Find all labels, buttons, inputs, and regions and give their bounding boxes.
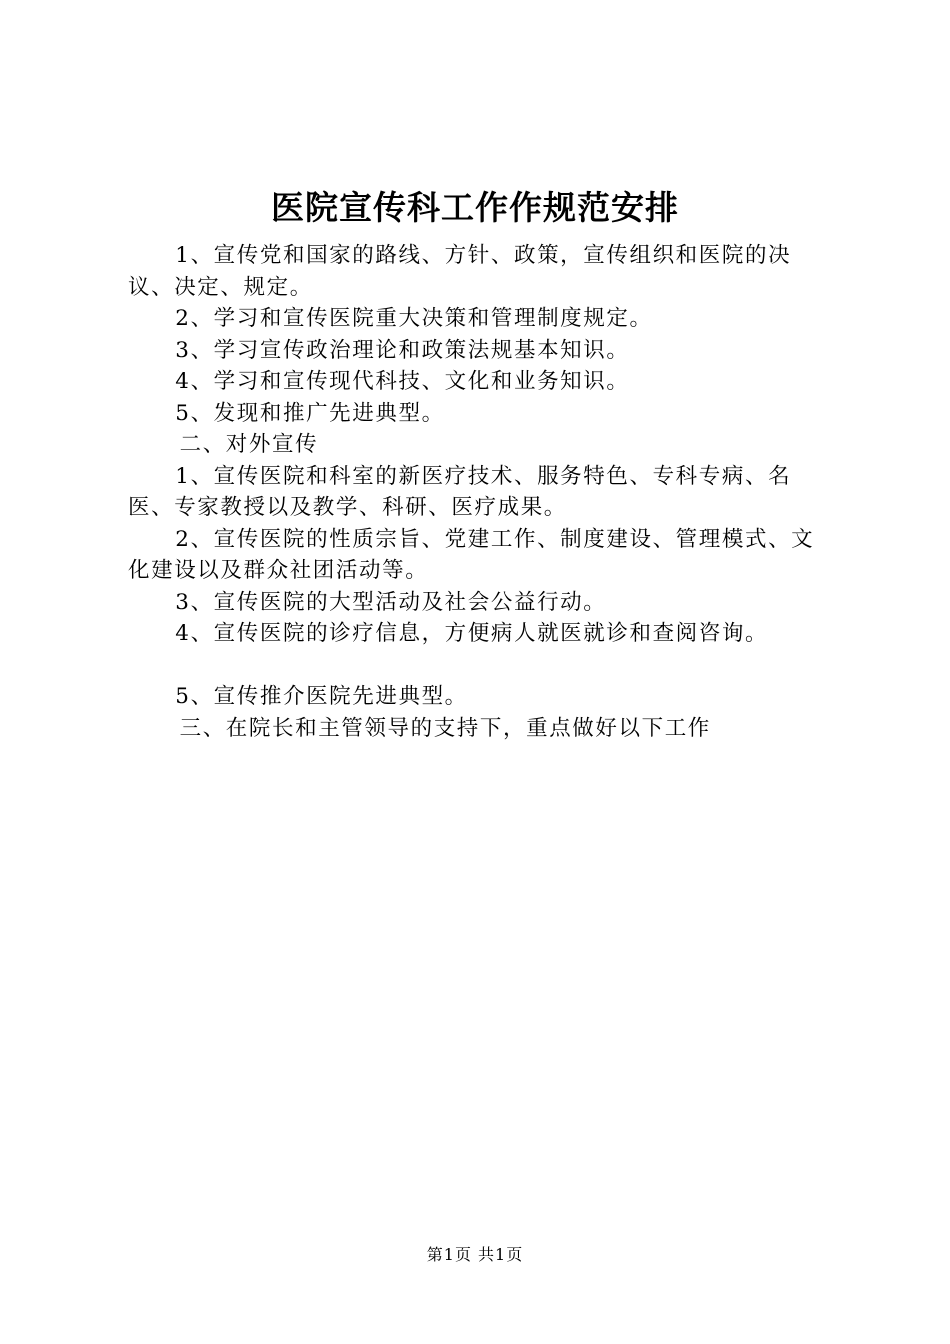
section-heading-external: 二、对外宣传 (179, 432, 319, 457)
paragraph-5: 5、发现和推广先进典型。 (175, 400, 445, 426)
document-body (128, 240, 828, 744)
paragraph-8: 3、宣传医院的大型活动及社会公益行动。 (175, 589, 607, 615)
page-footer: 第1页 共1页 (426, 1245, 524, 1264)
paragraph-9: 4、宣传医院的诊疗信息，方便病人就医就诊和查阅咨询。 (175, 621, 769, 646)
paragraph-2: 2、学习和宣传医院重大决策和管理制度规定。 (175, 306, 653, 331)
paragraph-3: 3、学习宣传政治理论和政策法规基本知识。 (175, 337, 630, 363)
paragraph-6: 1、宣传医院和科室的新医疗技术、服务特色、专科专病、名医、专家教授以及教学、科研、医疗成果。 (128, 463, 792, 520)
paragraph-10: 5、宣传推介医院先进典型。 (175, 684, 468, 709)
paragraph-1: 1、宣传党和国家的路线、方针、政策，宣传组织和医院的决议、决定、规定。 (128, 243, 792, 300)
paragraph-4: 4、学习和宣传现代科技、文化和业务知识。 (175, 369, 630, 394)
blank-line (128, 650, 828, 682)
paragraph-7: 2、宣传医院的性质宗旨、党建工作、制度建设、管理模式、文化建设以及群众社团活动等。 (128, 526, 815, 583)
section-heading-key-work: 三、在院长和主管领导的支持下，重点做好以下工作 (179, 715, 711, 741)
document-title: 医院宣传科工作作规范安排 (271, 188, 679, 227)
